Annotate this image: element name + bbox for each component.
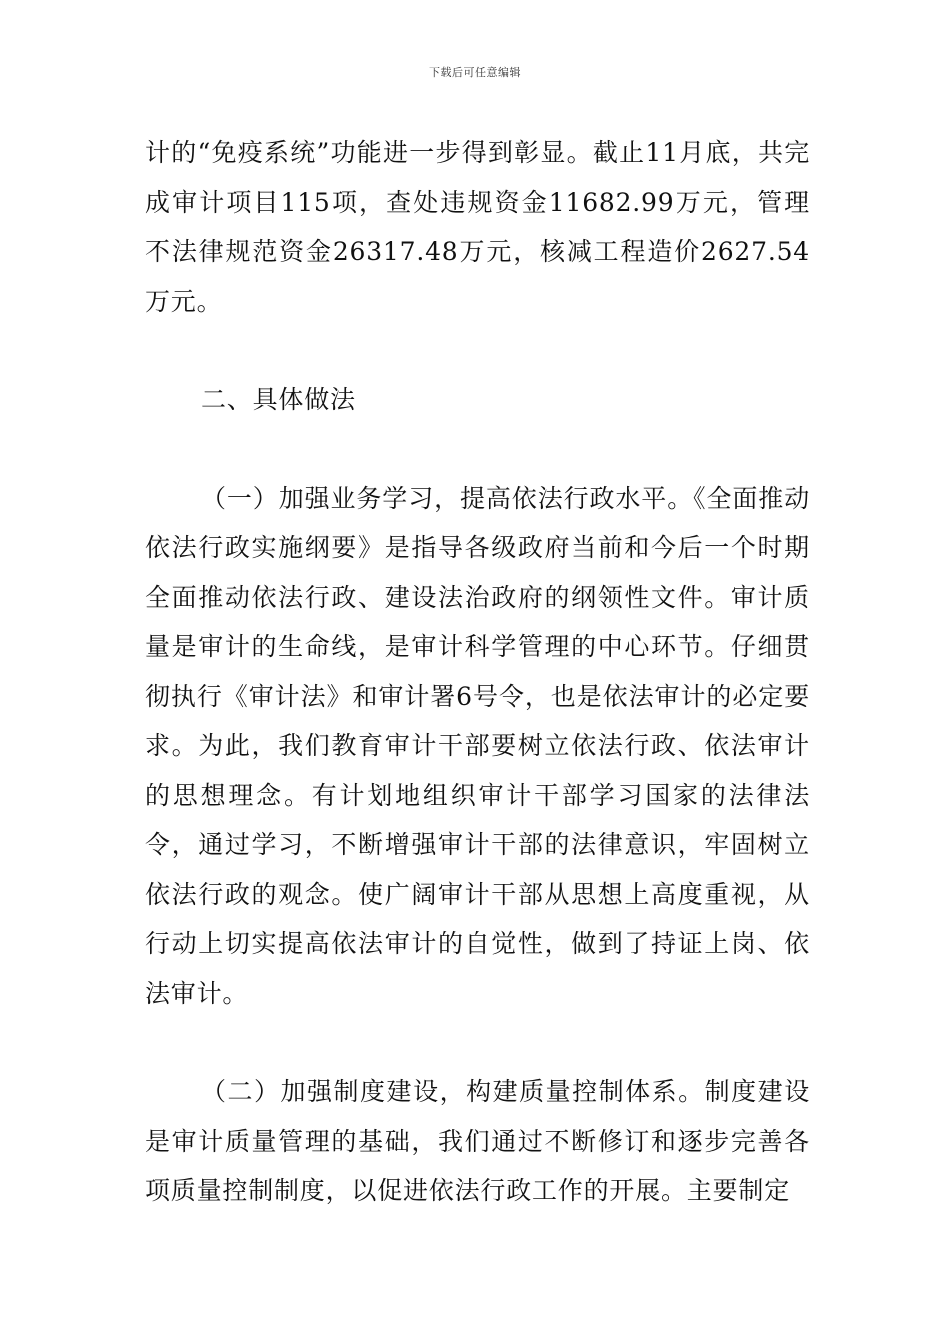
paragraph-summary: 计的“免疫系统”功能进一步得到彰显。截止11月底，共完成审计项目115项，查处违规资金11682.99万元，管理不法律规范资金26317.48万元，核减工程造价2627.54万元。	[145, 138, 810, 316]
paragraph-item-1: （一）加强业务学习，提高依法行政水平。《全面推动依法行政实施纲要》是指导各级政府当前和今后一个时期全面推动依法行政、建设法治政府的纲领性文件。审计质量是审计的生命线，是审计科学管理的中心环节。仔细贯彻执行《审计法》和审计署6号令，也是依法审计的必定要求。为此，我们教育审计干部要树立依法行政、依法审计的思想理念。有计划地组织审计干部学习国家的法律法令，通过学习，不断增强审计干部的法律意识，牢固树立依法行政的观念。使广阔审计干部从思想上高度重视，从行动上切实提高依法审计的自觉性，做到了持证上岗、依法审计。	[145, 483, 810, 1008]
page-header-note: 下载后可任意编辑	[429, 66, 521, 79]
section-heading: 二、具体做法	[201, 385, 356, 414]
paragraph-item-2: （二）加强制度建设，构建质量控制体系。制度建设是审计质量管理的基础，我们通过不断修订和逐步完善各项质量控制制度，以促进依法行政工作的开展。主要制定	[145, 1077, 810, 1205]
document-body	[145, 128, 810, 1216]
